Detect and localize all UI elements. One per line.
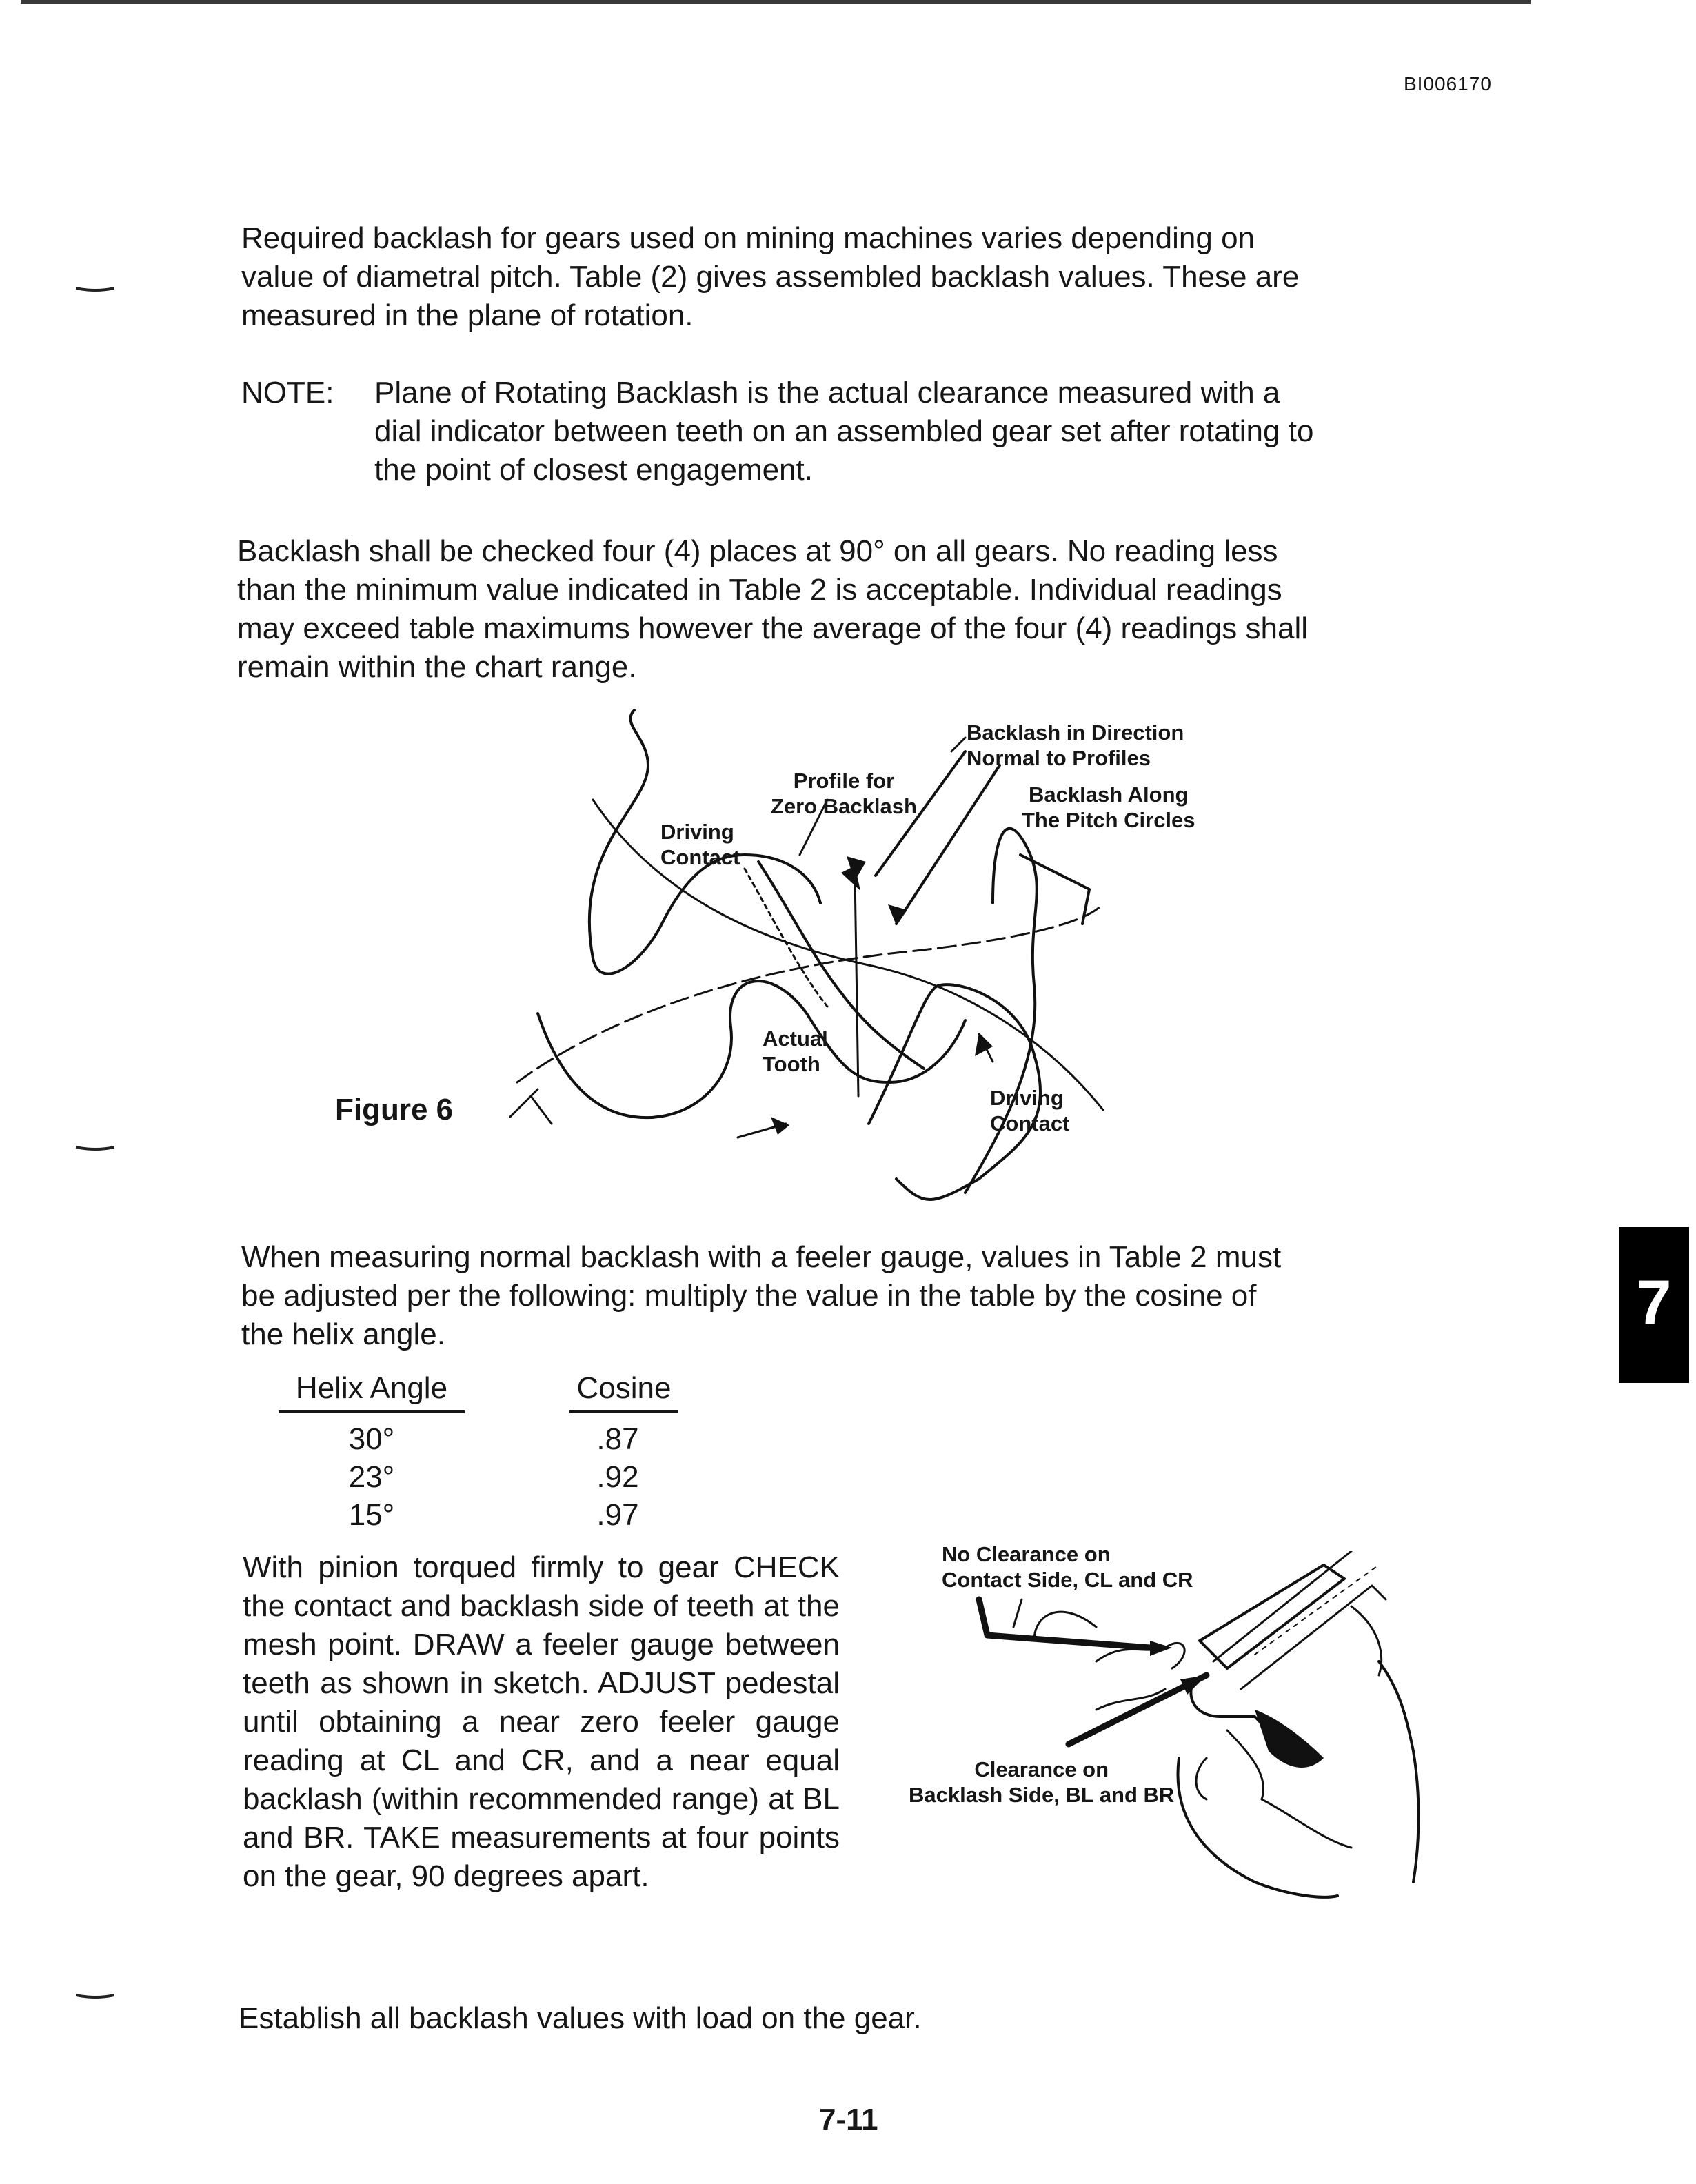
- table-cell-cosine: .97: [596, 1498, 639, 1532]
- margin-tick-mark: [74, 1143, 116, 1153]
- intro-paragraph: Required backlash for gears used on mining machines varies depending on value of diametral pitch. Table (2) gives assembled backlash values. These are measured in the plane of rotation.: [241, 221, 1300, 332]
- check-paragraph: Backlash shall be checked four (4) places at 90° on all gears. No reading less than the minimum value indicated in Table 2 is acceptable. Individual readings may exceed table maximums however the average of the four (4) readings shall remain within the chart range.: [237, 534, 1308, 684]
- feeler-paragraph: When measuring normal backlash with a feeler gauge, values in Table 2 must be adjusted per the following: multiply the value in the table by the cosine of the helix angle.: [241, 1240, 1282, 1351]
- table-cell-angle: 30°: [348, 1422, 395, 1456]
- procedure-paragraph: With pinion torqued firmly to gear CHECK the contact and backlash side of teeth at the mesh point. DRAW a feeler gauge between teeth as shown in sketch. ADJUST pedestal until obtaining a near zero feeler gauge reading at CL and CR, and a near equal backlash (within recommended range) at BL and BR. TAKE measurements at four points on the gear, 90 degrees apart.: [243, 1550, 840, 1893]
- backlash-pitch-label: Backlash Along The Pitch Circles: [1022, 782, 1195, 832]
- driving-contact-right-label: Driving Contact: [990, 1086, 1070, 1135]
- table-cell-angle: 23°: [348, 1460, 395, 1494]
- feeler-gauge-hand-sketch: [965, 1551, 1434, 1910]
- table-cell-cosine: .92: [596, 1460, 639, 1494]
- header-underline: [569, 1410, 678, 1413]
- page-number: 7-11: [819, 2103, 878, 2136]
- section-tab-number: 7: [1636, 1268, 1672, 1338]
- top-rule: [21, 0, 1531, 4]
- table-cell-cosine: .87: [596, 1422, 639, 1456]
- header-underline: [279, 1410, 465, 1413]
- backlash-normal-label: Backlash in Direction Normal to Profiles: [967, 720, 1184, 770]
- driving-contact-left-label: Driving Contact: [660, 820, 740, 869]
- margin-tick-mark: [74, 1991, 116, 2001]
- table-cell-angle: 15°: [348, 1498, 395, 1532]
- cosine-header: Cosine: [576, 1371, 672, 1405]
- profile-zero-backlash-label: Profile for Zero Backlash: [771, 769, 917, 818]
- load-note: Establish all backlash values with load on the gear.: [239, 2001, 922, 2035]
- note-label: NOTE:: [241, 376, 334, 410]
- helix-angle-header: Helix Angle: [295, 1371, 448, 1405]
- actual-tooth-label: Actual Tooth: [763, 1027, 828, 1076]
- document-id: BI006170: [1404, 73, 1492, 94]
- clearance-label: Clearance on Backlash Side, BL and BR: [909, 1757, 1175, 1807]
- figure-6-label: Figure 6: [335, 1093, 454, 1126]
- margin-tick-mark: [74, 284, 116, 294]
- section-tab: [1619, 1227, 1689, 1383]
- no-clearance-label: No Clearance on Contact Side, CL and CR: [942, 1542, 1193, 1592]
- note-text: Plane of Rotating Backlash is the actual clearance measured with a dial indicator between teeth on an assembled gear set after rotating to the point of closest engagement.: [374, 376, 1314, 487]
